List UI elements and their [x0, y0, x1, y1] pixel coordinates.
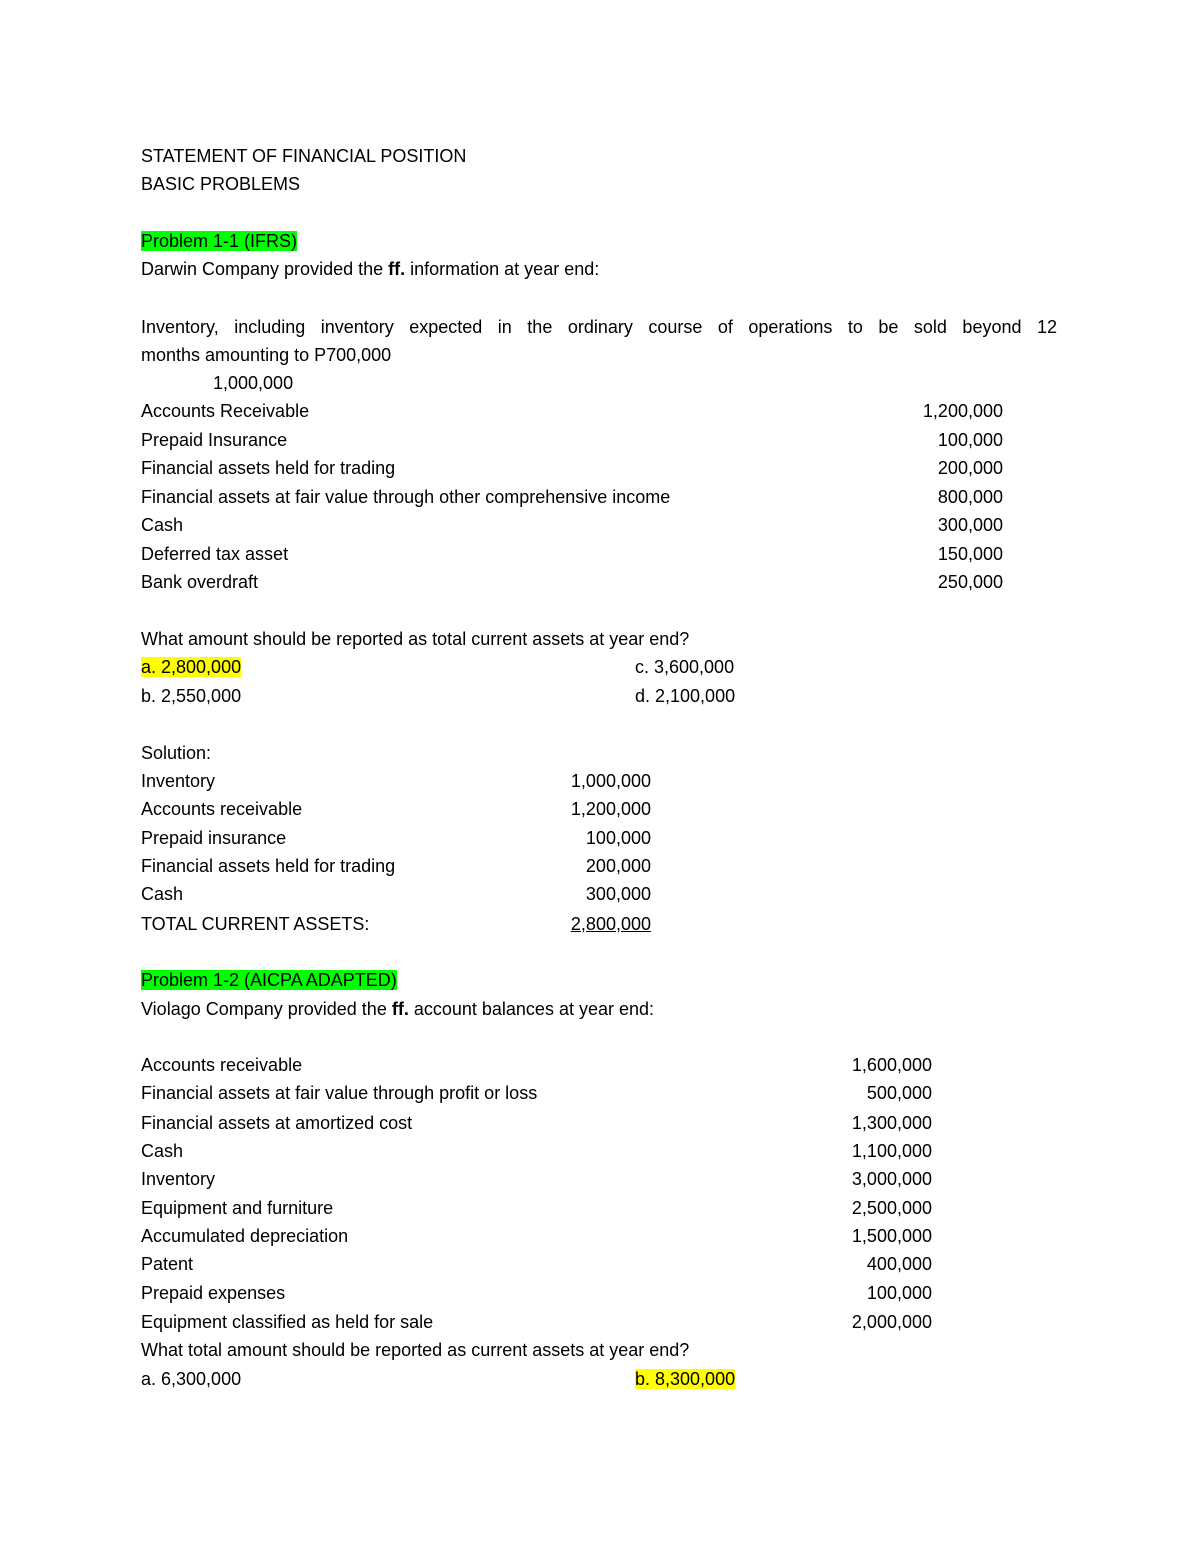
- p2-item-label: Accumulated depreciation: [141, 1226, 349, 1246]
- p1-item-label: Cash: [141, 515, 184, 535]
- p2-item-label: Financial assets at amortized cost: [141, 1113, 413, 1133]
- problem-1-label: [141, 228, 297, 254]
- p1-choice-d: d. 2,100,000: [635, 686, 736, 706]
- p2-item-label: Prepaid expenses: [141, 1283, 286, 1303]
- inventory-amount: 1,000,000: [213, 373, 294, 393]
- solution-heading: Solution:: [141, 743, 212, 763]
- p2-item-label: Patent: [141, 1254, 194, 1274]
- solution-item-label: Cash: [141, 884, 184, 904]
- solution-item-amount: 300,000: [585, 884, 651, 904]
- total-current-assets-label: TOTAL CURRENT ASSETS:: [141, 914, 370, 934]
- p2-item-label: Equipment classified as held for sale: [141, 1312, 434, 1332]
- p2-item-label: Cash: [141, 1141, 184, 1161]
- p1-item-amount: 100,000: [937, 430, 1003, 450]
- p2-item-label: Inventory: [141, 1169, 216, 1189]
- problem-1-intro-after: information at year end:: [405, 259, 600, 279]
- problem-2-intro-after: account balances at year end:: [408, 999, 655, 1019]
- p2-choice-b: [635, 1366, 735, 1392]
- p2-item-label: Financial assets at fair value through profit or loss: [141, 1083, 538, 1103]
- p2-item-amount: 100,000: [866, 1283, 932, 1303]
- p1-item-label: Deferred tax asset: [141, 544, 289, 564]
- solution-item-label: Inventory: [141, 771, 216, 791]
- problem-1-intro-ff: ff.: [388, 259, 406, 279]
- p1-choice-b: b. 2,550,000: [141, 686, 242, 706]
- p1-item-amount: 1,200,000: [922, 401, 1003, 421]
- problem-1-intro: [141, 256, 599, 282]
- p1-choice-c: c. 3,600,000: [635, 657, 735, 677]
- document-title: STATEMENT OF FINANCIAL POSITION: [141, 146, 467, 166]
- p1-item-label: Financial assets held for trading: [141, 458, 396, 478]
- p2-item-amount: 1,500,000: [851, 1226, 932, 1246]
- problem-1-intro-before: Darwin Company provided the: [141, 259, 389, 279]
- p1-item-label: Accounts Receivable: [141, 401, 310, 421]
- p2-item-label: Equipment and furniture: [141, 1198, 334, 1218]
- p2-question: What total amount should be reported as current assets at year end?: [141, 1340, 690, 1360]
- p2-item-amount: 500,000: [866, 1083, 932, 1103]
- p1-item-amount: 200,000: [937, 458, 1003, 478]
- solution-item-amount: 1,000,000: [570, 771, 651, 791]
- problem-2-label: [141, 967, 397, 993]
- problem-2-intro: [141, 996, 654, 1022]
- solution-item-amount: 200,000: [585, 856, 651, 876]
- p2-item-amount: 2,500,000: [851, 1198, 932, 1218]
- p1-item-amount: 300,000: [937, 515, 1003, 535]
- p2-item-amount: 400,000: [866, 1254, 932, 1274]
- p1-item-amount: 800,000: [937, 487, 1003, 507]
- inventory-description-line1: Inventory, including inventory expected in the ordinary course of operations to be sold beyond 12: [141, 317, 1057, 337]
- total-current-assets-amount: 2,800,000: [570, 914, 651, 934]
- p1-item-label: Bank overdraft: [141, 572, 259, 592]
- p2-item-label: Accounts receivable: [141, 1055, 303, 1075]
- p1-choice-a: [141, 654, 241, 680]
- p1-item-amount: 250,000: [937, 572, 1003, 592]
- solution-item-amount: 100,000: [585, 828, 651, 848]
- solution-item-label: Prepaid insurance: [141, 828, 287, 848]
- p2-item-amount: 2,000,000: [851, 1312, 932, 1332]
- p1-item-label: Financial assets at fair value through other comprehensive income: [141, 487, 671, 507]
- p1-item-amount: 150,000: [937, 544, 1003, 564]
- problem-1-label-text: Problem 1-1 (IFRS): [141, 231, 298, 251]
- problem-2-label-text: Problem 1-2 (AICPA ADAPTED): [141, 970, 397, 990]
- problem-2-intro-before: Violago Company provided the: [141, 999, 392, 1019]
- solution-item-label: Accounts receivable: [141, 799, 303, 819]
- p1-item-label: Prepaid Insurance: [141, 430, 288, 450]
- p2-item-amount: 1,100,000: [851, 1141, 932, 1161]
- p1-choice-a-text: a. 2,800,000: [141, 657, 242, 677]
- p2-item-amount: 1,300,000: [851, 1113, 932, 1133]
- solution-item-label: Financial assets held for trading: [141, 856, 396, 876]
- document-subtitle: BASIC PROBLEMS: [141, 174, 301, 194]
- inventory-description-line2: months amounting to P700,000: [141, 345, 392, 365]
- p2-item-amount: 1,600,000: [851, 1055, 932, 1075]
- p2-item-amount: 3,000,000: [851, 1169, 932, 1189]
- p1-question: What amount should be reported as total current assets at year end?: [141, 629, 690, 649]
- solution-item-amount: 1,200,000: [570, 799, 651, 819]
- p2-choice-b-text: b. 8,300,000: [635, 1369, 736, 1389]
- p2-choice-a: a. 6,300,000: [141, 1369, 242, 1389]
- problem-2-intro-ff: ff.: [391, 999, 409, 1019]
